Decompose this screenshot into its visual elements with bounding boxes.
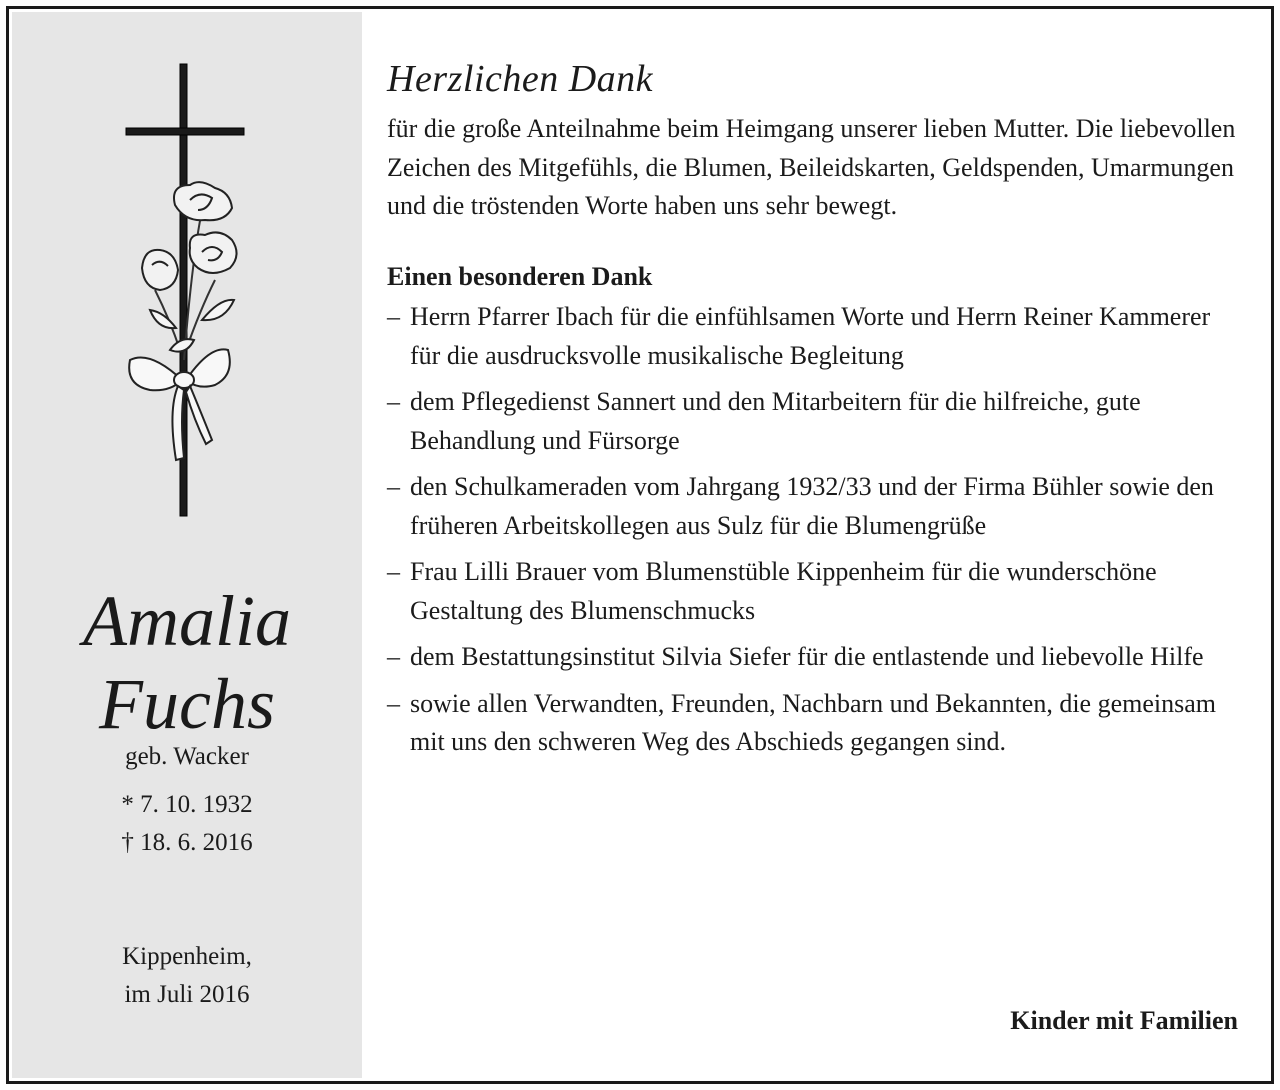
intro-paragraph: für die große Anteilnahme beim Heimgang unserer lieben Mutter. Die liebevollen Zeichen des Mitgefühls, die Blumen, Beileidskarten, Geldspenden, Umarmungen und die tröstenden Worte haben uns sehr bewegt. — [387, 114, 1236, 220]
thanks-list — [387, 298, 1237, 762]
birth-date: * 7. 10. 1932 — [121, 791, 253, 818]
signature: Kinder mit Familien — [1010, 1006, 1238, 1035]
dash-bullet: – — [387, 302, 400, 331]
dash-bullet: – — [387, 387, 400, 416]
list-item: – dem Pflegedienst Sannert und den Mitarbeitern für die hilfreiche, gute Behandlung und Fürsorge — [387, 383, 1237, 460]
dash-bullet: – — [387, 642, 400, 671]
list-item: – Herrn Pfarrer Ibach für die einfühlsamen Worte und Herrn Reiner Kammerer für die ausdrucksvolle musikalische Begleitung — [387, 298, 1237, 375]
list-item: – den Schulkameraden vom Jahrgang 1932/33 und der Firma Bühler sowie den früheren Arbeitskollegen aus Sulz für die Blumengrüße — [387, 468, 1237, 545]
dash-bullet: – — [387, 688, 400, 718]
dash-bullet: – — [387, 472, 400, 501]
special-thanks-heading: Einen besonderen Dank — [387, 261, 653, 291]
dash-bullet: – — [387, 557, 400, 586]
cross-with-roses-icon — [120, 60, 250, 520]
date: im Juli 2016 — [124, 981, 250, 1008]
heading: Herzlichen Dank — [387, 58, 654, 100]
place: Kippenheim, — [122, 943, 252, 970]
list-item: – Frau Lilli Brauer vom Blumenstüble Kippenheim für die wunderschöne Gestaltung des Blumenschmucks — [387, 553, 1237, 630]
deceased-first-name: Amalia — [83, 581, 291, 661]
deceased-last-name: Fuchs — [99, 664, 275, 744]
birth-name: geb. Wacker — [125, 743, 249, 770]
death-date: † 18. 6. 2016 — [121, 829, 253, 856]
list-item: – sowie allen Verwandten, Freunden, Nachbarn und Bekannten, die gemeinsam mit uns den schweren Weg des Abschieds gegangen sind. — [387, 685, 1237, 762]
thanks-text-column — [387, 60, 1237, 762]
list-item: – dem Bestattungsinstitut Silvia Siefer für die entlastende und liebevolle Hilfe — [387, 638, 1237, 677]
